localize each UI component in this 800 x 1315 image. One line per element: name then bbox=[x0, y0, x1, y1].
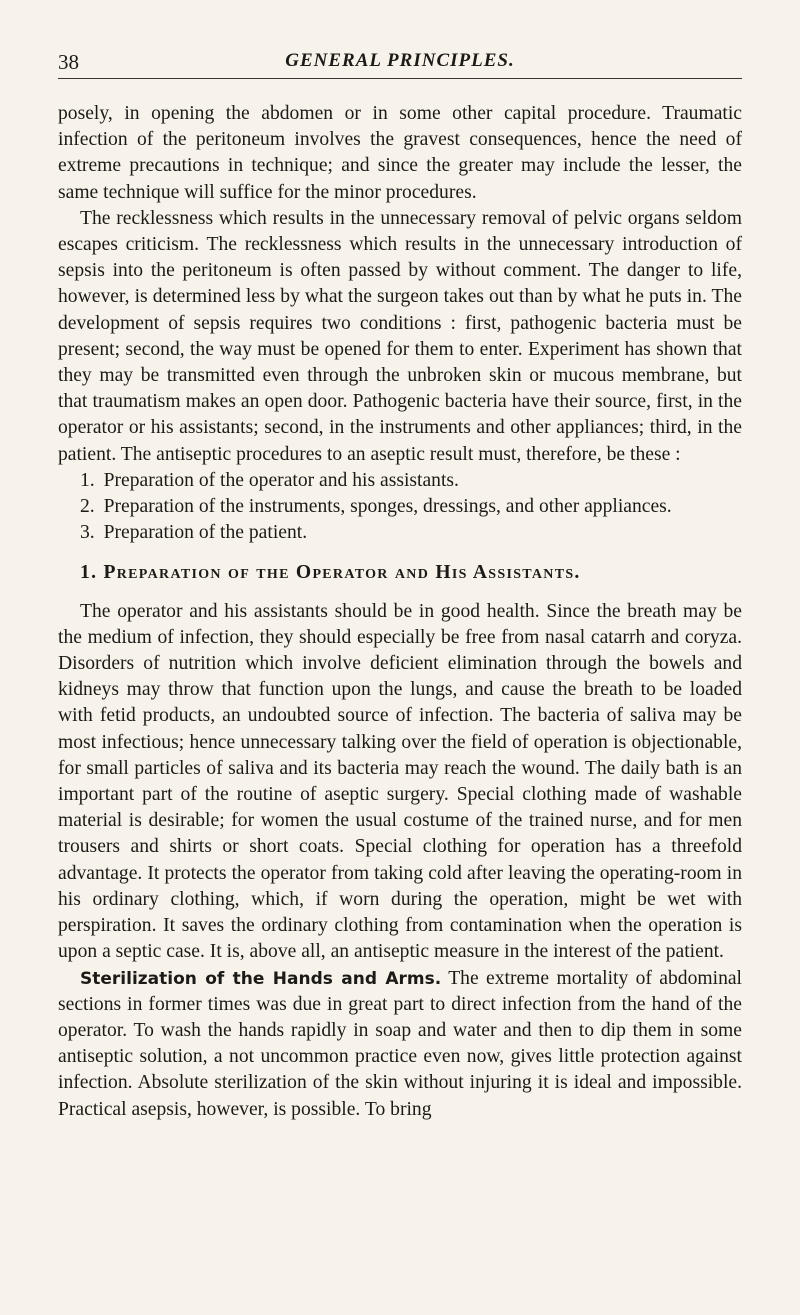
page-header bbox=[58, 48, 742, 79]
list-item-number: 3. bbox=[80, 522, 95, 544]
page-number: 38 bbox=[58, 50, 79, 74]
list-item-number: 1. bbox=[80, 469, 95, 491]
section-heading: 1. Preparation of the Operator and His Assistants. bbox=[80, 562, 581, 584]
list-item bbox=[58, 468, 742, 494]
paragraph-health: The operator and his assistants should be in good health. Since the breath may be the medium of infection, they should especially be free from nasal catarrh and coryza. Disorders of nutrition which involve deficient elimination through the bowels and kidneys may throw that function upon the lungs, and cause the breath to be loaded with fetid products, an undoubted source of infection. The bacteria of saliva may be most infectious; hence unnecessary talking over the field of operation is objectionable, for small particles of saliva and its bacteria may reach the wound. The daily bath is an important part of the routine of aseptic surgery. Special clothing made of washable material is desirable; for women the usual costume of the trained nurse, and for men trousers and shirts or short coats. Special clothing for operation has a threefold advantage. It protects the operator from taking cold after leaving the operating-room in his ordinary clothing, which, if worn during the operation, might be wet with perspiration. It saves the ordinary clothing from contamination when the operation is upon a septic case. It is, above all, an antiseptic measure in the interest of the patient. bbox=[58, 600, 742, 963]
paragraph-recklessness: The recklessness which results in the unnecessary removal of pelvic organs seldom escapes criticism. The recklessness which results in the unnecessary introduction of sepsis into the peritoneum is often passed by without comment. The danger to life, however, is determined less by what the surgeon takes out than by what he puts in. The development of sepsis requires two conditions : first, pathogenic bacteria must be present; second, the way must be opened for them to enter. Experiment has shown that they may be transmitted even through the unbroken skin or mucous membrane, but that traumatism makes an open door. Pathogenic bacteria have their source, first, in the operator or his assistants; second, in the instruments and other appliances; third, in the patient. The antiseptic procedures to an aseptic result must, therefore, be these : bbox=[58, 207, 742, 465]
running-head: GENERAL PRINCIPLES. bbox=[285, 50, 515, 71]
paragraph-sterilization-text: The extreme mortality of abdominal sections in former times was due in great part to direct infection from the hand of the operator. To wash the hands rapidly in soap and water and then to dip them in some antiseptic solution, a not uncommon practice even now, gives little protection against infection. Absolute sterilization of the skin without injuring it is ideal and impossible. Practical asepsis, however, is possible. To bring bbox=[58, 967, 743, 1120]
list-item-text: Preparation of the operator and his assistants. bbox=[103, 469, 459, 491]
paragraph-continued: posely, in opening the abdomen or in some other capital procedure. Traumatic infection of the peritoneum involves the gravest consequences, hence the need of extreme precautions in technique; and since the greater may include the lesser, the same technique will suffice for the minor procedures. bbox=[58, 103, 742, 203]
list-item-text: Preparation of the patient. bbox=[103, 522, 308, 544]
list-item bbox=[58, 494, 742, 520]
sub-heading: Sterilization of the Hands and Arms. bbox=[80, 968, 442, 989]
list-item bbox=[58, 520, 742, 546]
list-item-text: Preparation of the instruments, sponges, dressings, and other appliances. bbox=[103, 496, 672, 518]
paragraph-sterilization bbox=[58, 966, 742, 1123]
list-item-number: 2. bbox=[80, 496, 95, 518]
